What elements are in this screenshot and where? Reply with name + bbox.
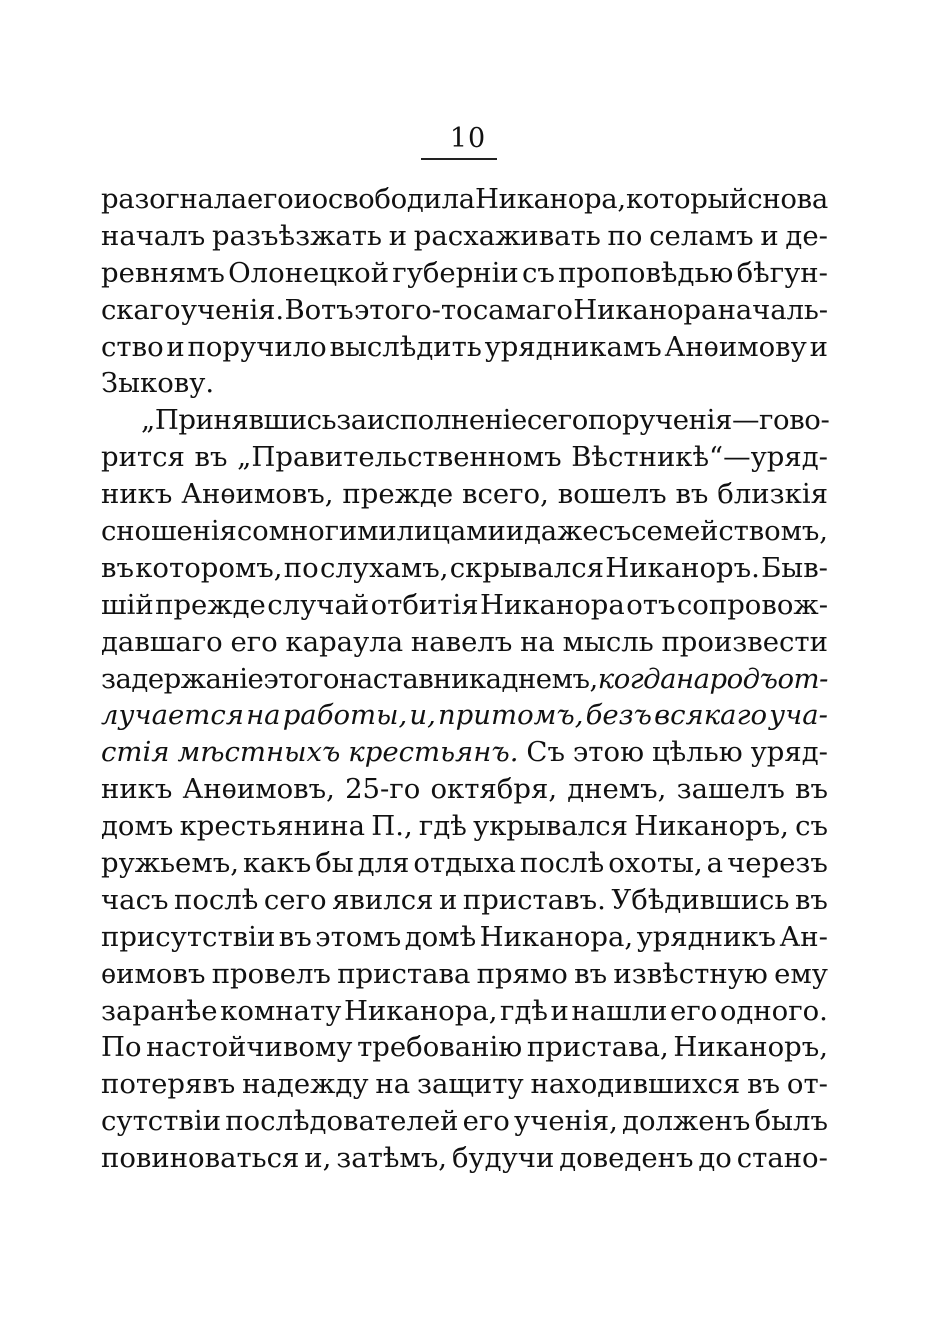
word: цѣлью <box>651 736 743 769</box>
word: въ <box>194 441 228 474</box>
word: близкія <box>717 478 828 511</box>
word: прямо <box>476 957 568 990</box>
word: давшаго <box>101 625 223 658</box>
word: находившихся <box>530 1068 741 1101</box>
text-line <box>101 661 828 698</box>
word: прежде <box>155 588 266 621</box>
word: домъ <box>101 810 174 843</box>
word: отбитія <box>370 588 479 621</box>
word: затѣмъ, <box>336 1142 448 1175</box>
word: за <box>336 404 367 437</box>
word: Никаноръ, <box>673 1031 828 1064</box>
word: ружьемъ, <box>101 847 239 880</box>
word: и <box>388 219 408 252</box>
text-line <box>101 845 828 882</box>
word: настойчивому <box>146 1031 353 1064</box>
word: урядникъ <box>636 920 777 953</box>
word: въ <box>278 920 312 953</box>
text-line <box>101 1066 828 1103</box>
word: и <box>166 330 185 363</box>
word: ревнямъ <box>101 256 225 289</box>
text-line <box>101 329 828 366</box>
word: самаго <box>472 293 573 326</box>
word: задержаніе <box>101 662 264 695</box>
word: заранѣе <box>101 994 218 1027</box>
word: случай <box>267 588 370 621</box>
word: и <box>550 994 569 1027</box>
word: долженъ <box>622 1105 751 1138</box>
word: скрывался <box>449 551 604 584</box>
paragraph <box>101 402 828 1177</box>
word: октября, <box>430 773 558 806</box>
paragraph <box>101 181 828 402</box>
word: ученія, <box>514 1105 618 1138</box>
italic-word: всякаго <box>654 699 768 732</box>
word: Анѳимовъ, <box>182 773 335 806</box>
word: гдѣ <box>418 810 467 843</box>
word: гдѣ <box>500 994 548 1027</box>
text-line <box>101 956 828 993</box>
word: днемъ, <box>501 662 598 695</box>
word: на <box>375 1068 411 1101</box>
word: навелъ <box>410 625 513 658</box>
word: а <box>706 847 724 880</box>
word: началь- <box>717 293 828 326</box>
word: пристава <box>337 957 471 990</box>
text-line <box>101 697 828 734</box>
word: слухамъ, <box>319 551 449 584</box>
text-line <box>101 255 828 292</box>
word: даже <box>523 515 599 548</box>
word: сношенія <box>101 515 237 548</box>
text-line <box>101 513 828 550</box>
text-line <box>101 882 828 919</box>
word: бы <box>315 847 354 880</box>
word: исполненіе <box>366 404 527 437</box>
word: на <box>520 625 555 658</box>
italic-word: стія <box>101 736 170 769</box>
word: надежду <box>242 1068 369 1101</box>
word: многими <box>268 515 397 548</box>
word: Съ <box>526 736 565 769</box>
word: никъ <box>101 478 173 511</box>
word: приставъ. <box>462 883 606 916</box>
word: Анѳимову <box>664 330 807 363</box>
word: селамъ <box>649 219 754 252</box>
word: охоты, <box>608 847 703 880</box>
word: де- <box>785 219 828 252</box>
word: съ <box>795 810 828 843</box>
text-line <box>101 624 828 661</box>
word: явился <box>332 883 434 916</box>
word: нашли <box>571 994 668 1027</box>
word: всего, <box>461 478 549 511</box>
word: Никанора, <box>474 183 626 215</box>
word: комнату <box>220 994 342 1027</box>
word: ему <box>774 957 828 990</box>
word: выслѣдить <box>329 330 482 363</box>
word: уряд- <box>750 736 828 769</box>
word: одного. <box>719 994 828 1027</box>
word: требованію <box>357 1031 523 1064</box>
page-number: 10 <box>449 123 487 154</box>
word: сопровож- <box>676 588 828 621</box>
word: этого <box>263 662 339 695</box>
word: Олонецкой <box>228 256 390 289</box>
italic-word: безъ <box>585 699 653 732</box>
word: съ <box>521 256 555 289</box>
word: въ <box>794 883 828 916</box>
word: этомъ <box>315 920 402 953</box>
text-line <box>101 1140 828 1177</box>
word: Никаноръ. <box>605 551 760 584</box>
word: проповѣдью <box>558 256 734 289</box>
word: скаго <box>101 293 181 326</box>
text-line <box>101 734 828 771</box>
word: и <box>293 183 312 215</box>
word: отъ <box>626 588 676 621</box>
word: Никанора, <box>343 994 498 1027</box>
word: „Принявшись <box>141 404 337 437</box>
italic-word: когда <box>597 662 676 695</box>
text-line <box>101 476 828 513</box>
word: днемъ, <box>567 773 667 806</box>
word: его <box>462 1105 510 1138</box>
text-line <box>101 292 828 329</box>
text-line <box>101 993 828 1030</box>
word: произвести <box>661 625 828 658</box>
word: и <box>505 515 524 548</box>
word: извѣстную <box>613 957 768 990</box>
text-line <box>101 402 828 439</box>
word: Быв- <box>761 551 828 584</box>
word: Никаноръ, <box>634 810 789 843</box>
word: и, <box>304 1142 332 1175</box>
word: присутствіи <box>101 920 276 953</box>
word: Никанора, <box>479 920 634 953</box>
word: разогнала <box>101 183 247 215</box>
word: послѣдователей <box>225 1105 459 1138</box>
text-line <box>101 1029 828 1066</box>
word: и <box>809 330 828 363</box>
italic-word: мѣстныхъ <box>177 736 341 769</box>
word: по <box>607 219 643 252</box>
text-line <box>101 919 828 956</box>
text-line <box>101 439 828 476</box>
text-line <box>101 218 828 255</box>
word: часъ <box>101 883 169 916</box>
word: Зыкову. <box>101 367 215 400</box>
word: лицами <box>396 515 506 548</box>
text-line <box>101 181 828 218</box>
text-line <box>101 365 828 402</box>
word: порученія—гово- <box>587 404 830 437</box>
word: для <box>357 847 410 880</box>
word: со <box>236 515 269 548</box>
word: зашелъ <box>676 773 785 806</box>
word: съ <box>598 515 632 548</box>
word: его <box>670 994 718 1027</box>
word: его <box>230 625 278 658</box>
word: разъѣзжать <box>212 219 382 252</box>
word: Убѣдившись <box>611 883 790 916</box>
word: Вотъ <box>284 293 354 326</box>
word: прежде <box>342 478 454 511</box>
word: какъ <box>242 847 312 880</box>
word: губерніи <box>392 256 519 289</box>
word: освободила <box>311 183 475 215</box>
word: повиноваться <box>101 1142 300 1175</box>
word: Анѳимовъ, <box>181 478 334 511</box>
word: по <box>283 551 319 584</box>
word: расхаживать <box>413 219 601 252</box>
text-line <box>101 1103 828 1140</box>
word: бѣгун- <box>736 256 828 289</box>
text-line <box>101 771 828 808</box>
word: ѳимовъ <box>101 957 206 990</box>
word: сутствіи <box>101 1105 222 1138</box>
word: потерявъ <box>101 1068 236 1101</box>
word: „Правительственномъ <box>237 441 562 474</box>
text-line <box>101 550 828 587</box>
word: ученія. <box>180 293 285 326</box>
word: крестьянина <box>179 810 365 843</box>
word: укрывался <box>473 810 629 843</box>
italic-word: от- <box>777 662 828 695</box>
word: стано- <box>736 1142 828 1175</box>
page-number-rule <box>421 158 497 160</box>
word: до <box>698 1142 732 1175</box>
word: провелъ <box>211 957 331 990</box>
word: рится <box>101 441 185 474</box>
word: семействомъ, <box>631 515 828 548</box>
word: отдыха <box>413 847 516 880</box>
word: послѣ <box>519 847 605 880</box>
word: былъ <box>754 1105 828 1138</box>
italic-word: крестьянъ. <box>348 736 519 769</box>
page-header <box>0 124 936 154</box>
word: П., <box>371 810 413 843</box>
word: ство <box>101 330 164 363</box>
word: и <box>438 883 458 916</box>
word: началъ <box>101 219 206 252</box>
text-line <box>101 587 828 624</box>
italic-word: лучается <box>101 699 244 732</box>
word: въ <box>574 957 608 990</box>
word: мысль <box>562 625 654 658</box>
italic-word: уча- <box>769 699 828 732</box>
word: въ <box>101 551 134 584</box>
word: пристава, <box>526 1031 669 1064</box>
word: наставника <box>339 662 502 695</box>
word: шій <box>101 588 154 621</box>
word: доведенъ <box>559 1142 694 1175</box>
italic-word: народъ <box>676 662 778 695</box>
word: вошелъ <box>557 478 667 511</box>
word: Ан- <box>779 920 828 953</box>
word: снова <box>747 183 828 215</box>
word: никъ <box>101 773 173 806</box>
word: его <box>246 183 294 215</box>
word: Никанора <box>573 293 718 326</box>
word: караула <box>285 625 404 658</box>
word: этого-то <box>354 293 473 326</box>
word: урядникамъ <box>484 330 662 363</box>
word: черезъ <box>727 847 828 880</box>
word: Никанора <box>480 588 625 621</box>
italic-word: работы, <box>282 699 408 732</box>
word: сего <box>526 404 588 437</box>
italic-word: притомъ, <box>437 699 584 732</box>
word: и <box>760 219 779 252</box>
word: который <box>625 183 748 215</box>
word: сего <box>263 883 327 916</box>
word: Вѣстникѣ“—уряд- <box>571 441 828 474</box>
word: въ <box>675 478 709 511</box>
word: домѣ <box>404 920 477 953</box>
word: въ <box>795 773 828 806</box>
word: защиту <box>416 1068 524 1101</box>
word: въ <box>747 1068 781 1101</box>
word: от- <box>786 1068 828 1101</box>
italic-word: и, <box>409 699 436 732</box>
word: этою <box>572 736 645 769</box>
word: 25-го <box>345 773 421 806</box>
body-text <box>101 181 828 1177</box>
word: По <box>101 1031 142 1064</box>
word: послѣ <box>174 883 259 916</box>
word: будучи <box>451 1142 555 1175</box>
word: поручило <box>187 330 327 363</box>
word: которомъ, <box>135 551 283 584</box>
italic-word: на <box>246 699 281 732</box>
text-line <box>101 808 828 845</box>
